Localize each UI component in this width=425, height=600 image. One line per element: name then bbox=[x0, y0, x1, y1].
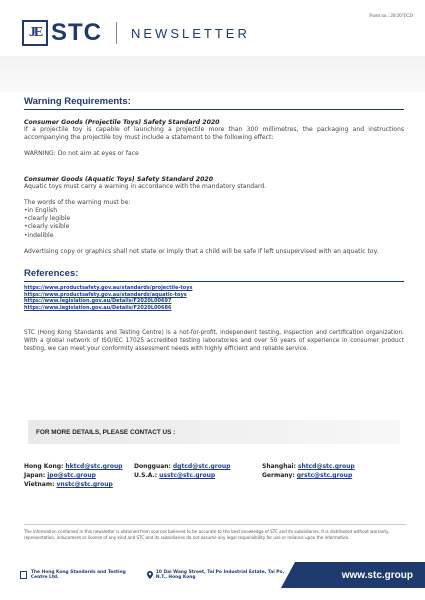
city-label: Vietnam: bbox=[24, 481, 55, 488]
city-label: Germany: bbox=[262, 472, 295, 479]
contact-list bbox=[24, 462, 404, 489]
stc-logo-mark bbox=[22, 20, 48, 46]
footer-organization: The Hong Kong Standards and Testing Centre Ltd. bbox=[30, 570, 126, 580]
list-item: •indelible bbox=[24, 231, 54, 239]
aquatic-text: Aquatic toys must carry a warning in accordance with the mandatory standard. bbox=[24, 182, 267, 190]
email-link-shanghai[interactable]: shtcd@stc.group bbox=[297, 463, 355, 470]
contact-row bbox=[24, 462, 404, 471]
list-item: •clearly legible bbox=[24, 215, 71, 223]
logo-monogram: JE bbox=[28, 25, 42, 40]
footer bbox=[0, 562, 425, 588]
warning-title-rule bbox=[24, 109, 404, 110]
list-item: •clearly visible bbox=[24, 223, 70, 231]
header-divider bbox=[116, 22, 117, 44]
advertising-text: Advertising copy or graphics shall not state or imply that a child will be safe if left unsupervised with an aquatic toy. bbox=[24, 247, 379, 255]
header-band bbox=[0, 56, 425, 92]
references-title: References: bbox=[24, 268, 79, 280]
reference-link-legislation-00686[interactable]: https://www.legislation.gov.au/Details/F2020L00686 bbox=[24, 304, 172, 311]
email-link-hong-kong[interactable]: hktcd@stc.group bbox=[65, 463, 123, 470]
contact-banner-text: FOR MORE DETAILS, PLEASE CONTACT US : bbox=[36, 428, 176, 436]
warning-title: Warning Requirements: bbox=[24, 96, 131, 107]
footer-website-band bbox=[295, 562, 425, 588]
contact-banner bbox=[28, 420, 400, 444]
list-item: •in English bbox=[24, 207, 58, 215]
email-link-germany[interactable]: grstc@stc.group bbox=[296, 472, 353, 479]
logo-text: STC bbox=[51, 19, 102, 46]
words-intro: The words of the warning must be: bbox=[24, 198, 131, 206]
footer-left bbox=[0, 562, 295, 588]
contact-row bbox=[24, 480, 404, 489]
city-label: Hong Kong: bbox=[24, 463, 64, 470]
form-number: Form no.: 20/20/TCD bbox=[369, 14, 413, 19]
projectile-warning: WARNING: Do not aim at eyes or face bbox=[24, 150, 139, 158]
footer-address: 10 Dai Wang Street, Tai Po Industrial Estate, Tai Po, N.T., Hong Kong bbox=[155, 570, 285, 580]
reference-link-legislation-00697[interactable]: https://www.legislation.gov.au/Details/F2020L00697 bbox=[24, 298, 172, 305]
email-link-vietnam[interactable]: vnstc@stc.group bbox=[56, 481, 113, 488]
email-link-dongguan[interactable]: dgtcd@stc.group bbox=[172, 463, 231, 470]
city-label: Shanghai: bbox=[262, 463, 296, 470]
projectile-standard-title: Consumer Goods (Projectile Toys) Safety Standard 2020 bbox=[24, 119, 220, 126]
city-label: Dongguan: bbox=[134, 463, 171, 470]
city-label: U.S.A.: bbox=[134, 472, 158, 479]
header bbox=[22, 18, 250, 48]
aquatic-standard-title: Consumer Goods (Aquatic Toys) Safety Standard 2020 bbox=[24, 175, 213, 183]
city-label: Japan: bbox=[24, 472, 46, 479]
newsletter-label: NEWSLETTER bbox=[131, 25, 250, 41]
website-link[interactable]: www.stc.group bbox=[341, 569, 413, 581]
disclaimer-divider bbox=[24, 524, 406, 525]
contact-row bbox=[24, 471, 404, 480]
email-link-usa[interactable]: usstc@stc.group bbox=[159, 472, 216, 479]
location-pin-icon bbox=[147, 571, 153, 579]
projectile-text: If a projectile toy is capable of launching a projectile more than 300 millimetres, the packaging and instructions accompanying the projectile toy must include a statement to the following effect: bbox=[24, 126, 404, 142]
footer-logo-icon bbox=[20, 571, 27, 579]
reference-link-aquatic-toys[interactable]: https://www.productsafety.gov.au/standards/aquatic-toys bbox=[24, 291, 187, 298]
email-link-japan[interactable]: jpo@stc.group bbox=[47, 472, 96, 479]
reference-link-projectile-toys[interactable]: https://www.productsafety.gov.au/standards/projectile-toys bbox=[24, 285, 193, 292]
about-stc: STC (Hong Kong Standards and Testing Centre) is a not-for-profit, independent testing, inspection and certification organization. With a global network of ISO/IEC 17025 accredited testing laboratories and over 50 years of experience in consumer product testing, we can meet your conformity assessment needs with highly efficient and reliable service. bbox=[24, 330, 404, 353]
disclaimer-text: The information contained in this newsletter is obtained from sources believed to be accurate to the best knowledge of STC and its subsidiaries. It is distributed without warranty, representation, inducement or license of any kind and STC and its subsidiaries do not assume any legal responsibility for use or reliance upon the information. bbox=[24, 529, 390, 540]
main-content bbox=[24, 96, 404, 353]
